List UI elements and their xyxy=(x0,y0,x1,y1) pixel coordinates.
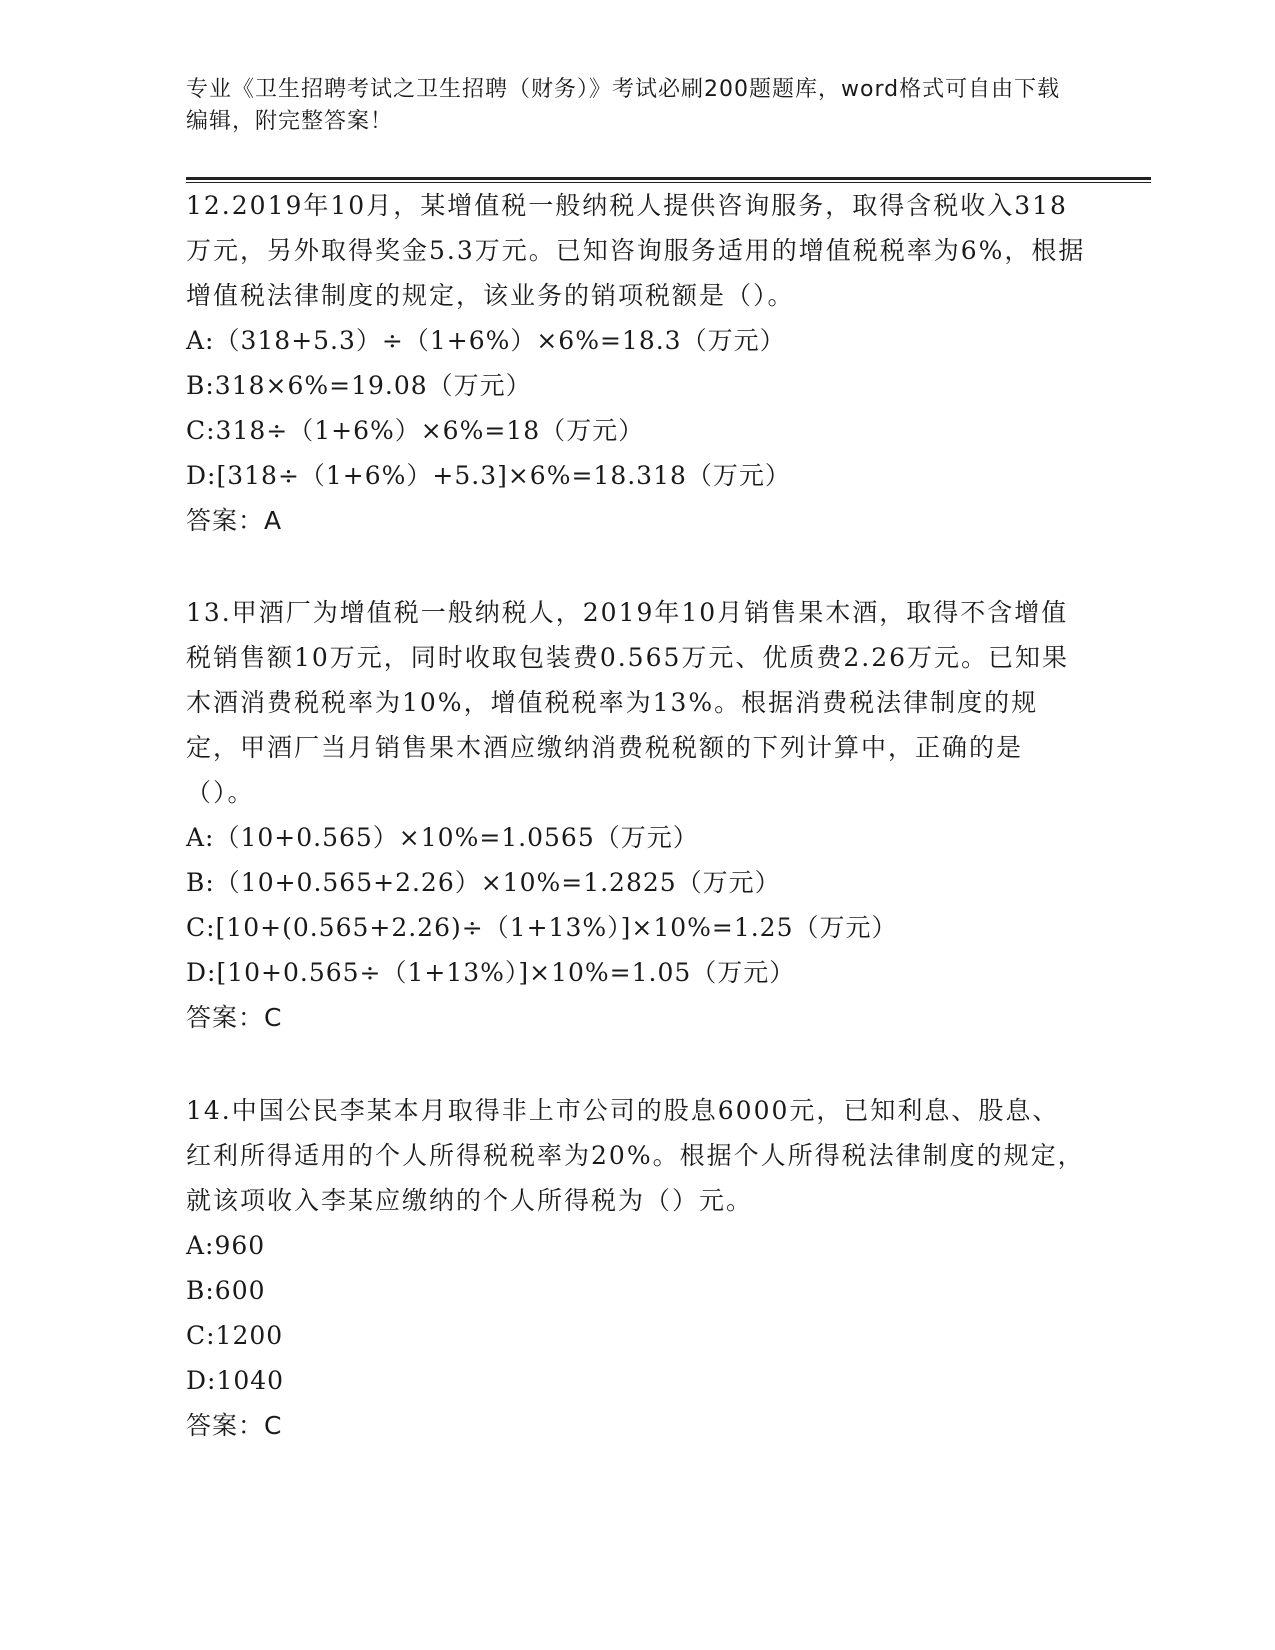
question-stem: 12.2019年10月，某增值税一般纳税人提供咨询服务，取得含税收入318万元，另外取得奖金5.3万元。已知咨询服务适用的增值税税率为6%，根据增值税法律制度的规定，该业务的销项税额是（）。 xyxy=(186,191,1086,310)
document-header: 专业《卫生招聘考试之卫生招聘（财务）》考试必刷200题题库，word格式可自由下载编辑，附完整答案！ xyxy=(186,77,1061,134)
option-b: B:600 xyxy=(186,1276,266,1305)
option-b: B:318×6%=19.08（万元） xyxy=(186,371,532,400)
answer: 答案：C xyxy=(186,1003,283,1032)
answer: 答案：C xyxy=(186,1411,283,1440)
option-c: C:[10+(0.565+2.26)÷（1+13%）]×10%=1.25（万元） xyxy=(186,913,898,942)
option-d: D:1040 xyxy=(186,1366,285,1395)
question-14 xyxy=(186,1088,1086,1448)
option-a: A:（10+0.565）×10%=1.0565（万元） xyxy=(186,823,699,852)
question-12 xyxy=(186,183,1086,543)
option-c: C:318÷（1+6%）×6%=18（万元） xyxy=(186,416,645,445)
question-stem: 13.甲酒厂为增值税一般纳税人，2019年10月销售果木酒，取得不含增值税销售额10万元，同时收取包装费0.565万元、优质费2.26万元。已知果木酒消费税税率为10%，增值税税率为13%。根据消费税法律制度的规定，甲酒厂当月销售果木酒应缴纳消费税税额的下列计算中，正确的是（）。 xyxy=(186,598,1070,807)
answer: 答案：A xyxy=(186,506,283,535)
option-d: D:[10+0.565÷（1+13%）]×10%=1.05（万元） xyxy=(186,958,796,987)
option-c: C:1200 xyxy=(186,1321,284,1350)
question-stem: 14.中国公民李某本月取得非上市公司的股息6000元，已知利息、股息、红利所得适用的个人所得税税率为20%。根据个人所得税法律制度的规定，就该项收入李某应缴纳的个人所得税为（）元。 xyxy=(186,1096,1085,1215)
option-a: A:（318+5.3）÷（1+6%）×6%=18.3（万元） xyxy=(186,326,786,355)
question-13 xyxy=(186,590,1086,1040)
option-b: B:（10+0.565+2.26）×10%=1.2825（万元） xyxy=(186,868,781,897)
option-a: A:960 xyxy=(186,1231,266,1260)
option-d: D:[318÷（1+6%）+5.3]×6%=18.318（万元） xyxy=(186,461,791,490)
